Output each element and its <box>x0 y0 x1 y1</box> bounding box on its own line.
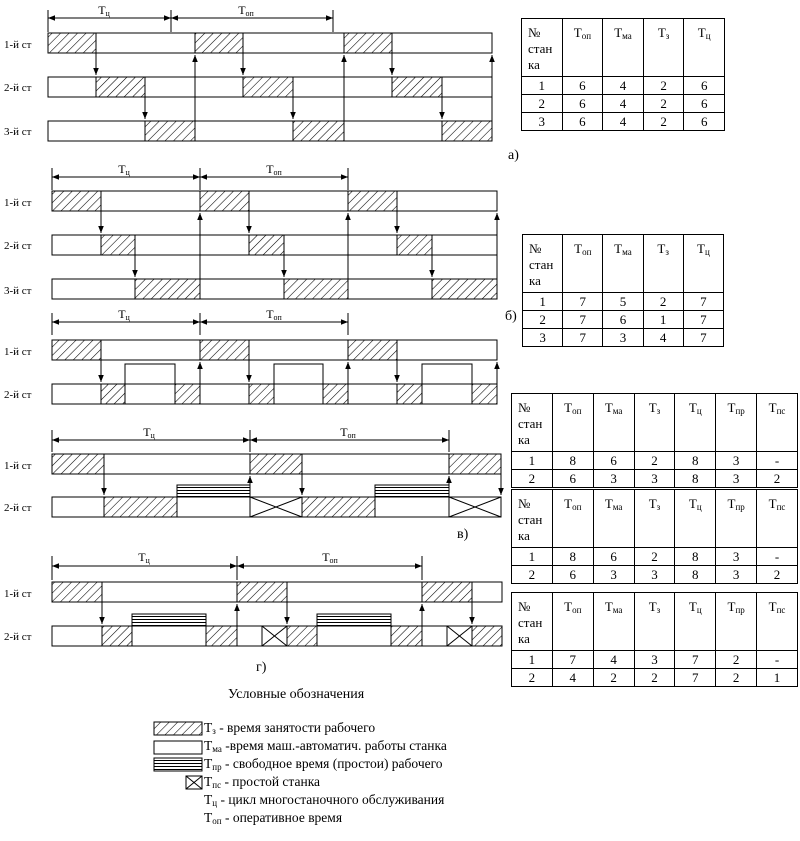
part-label-v: в) <box>457 527 469 542</box>
table-cell: 4 <box>603 113 644 131</box>
table-cell: 3 <box>523 329 563 347</box>
table-cell: 7 <box>683 311 723 329</box>
worker-busy-segment <box>237 582 287 602</box>
machine-row-label: 2-й ст <box>4 240 32 252</box>
legend-symbol: T <box>204 792 213 807</box>
table-header-cell: $T_ц$ <box>675 394 716 452</box>
worker-busy-segment <box>154 722 202 735</box>
legend-subscript: ц <box>212 798 218 808</box>
table-row <box>522 77 725 95</box>
machine-row-label: 3-й ст <box>4 285 32 297</box>
table-header-cell: № стан ка <box>522 19 563 77</box>
table-header-cell: $T_{ма}$ <box>603 19 644 77</box>
table-header-cell: $T_{ма}$ <box>593 593 634 651</box>
diagram-g <box>4 550 502 646</box>
machine-timeline-bar <box>48 121 492 141</box>
table-header-cell: $T_{пс}$ <box>757 490 798 548</box>
legend-text: - простой станка <box>221 774 321 789</box>
machine-row-label: 2-й ст <box>4 82 32 94</box>
table-header-cell: $T_{оп}$ <box>563 235 603 293</box>
worker-busy-segment <box>200 340 249 360</box>
worker-busy-segment <box>250 454 302 474</box>
table-cell: 2 <box>512 470 553 488</box>
table-cell: 7 <box>683 329 723 347</box>
cycle-time-label: Tц <box>143 425 155 440</box>
legend-symbols <box>154 722 202 789</box>
worker-busy-segment <box>52 582 102 602</box>
table-v1 <box>511 393 798 488</box>
worker-busy-segment <box>145 121 195 141</box>
machine-row-label: 1-й ст <box>4 588 32 600</box>
table-cell: 1 <box>512 548 553 566</box>
table-cell: 2 <box>716 669 757 687</box>
worker-busy-segment <box>175 384 200 404</box>
machine-timeline-bar <box>48 33 492 53</box>
table-cell: 8 <box>675 470 716 488</box>
legend-text: -время маш.-автоматич. работы станка <box>221 738 447 753</box>
table-row <box>512 470 798 488</box>
table-header-cell: $T_{оп}$ <box>552 593 593 651</box>
table-cell: 6 <box>593 548 634 566</box>
table-cell: 7 <box>563 293 603 311</box>
table-cell: 1 <box>512 452 553 470</box>
operating-time-label: Tоп <box>340 425 356 440</box>
machine-row-label: 3-й ст <box>4 126 32 138</box>
worker-busy-segment <box>293 121 344 141</box>
machine-timeline-bar <box>52 191 497 211</box>
cycle-time-label: Tц <box>138 550 150 565</box>
table-cell: 2 <box>634 452 675 470</box>
table-cell: 8 <box>675 566 716 584</box>
table-header-cell: $T_{ма}$ <box>603 235 643 293</box>
table-cell: 2 <box>757 566 798 584</box>
legend-title: Условные обозначения <box>228 687 365 702</box>
worker-busy-segment <box>101 235 135 255</box>
table-header-cell: $T_{оп}$ <box>552 490 593 548</box>
table-header-cell: $T_ц$ <box>683 235 723 293</box>
worker-busy-segment <box>96 77 145 97</box>
table-cell: 1 <box>643 311 683 329</box>
table-cell: 4 <box>643 329 683 347</box>
worker-busy-segment <box>52 454 104 474</box>
table-cell: 8 <box>552 452 593 470</box>
legend-text: - оперативное время <box>221 810 343 825</box>
table-row <box>523 293 724 311</box>
table-cell: 1 <box>512 651 553 669</box>
worker-idle-segment <box>154 758 202 771</box>
table-cell: 4 <box>593 651 634 669</box>
table-cell: - <box>757 452 798 470</box>
diagram-b <box>4 162 497 299</box>
table-cell: 7 <box>675 669 716 687</box>
legend-item <box>204 738 447 754</box>
worker-busy-segment <box>101 384 125 404</box>
table-cell: - <box>757 651 798 669</box>
table-cell: 6 <box>603 311 643 329</box>
legend-subscript: пс <box>212 780 222 790</box>
legend-item <box>204 756 443 772</box>
legend-item <box>204 810 342 826</box>
table-cell: 6 <box>684 77 725 95</box>
worker-busy-segment <box>48 33 96 53</box>
machine-auto-segment <box>274 364 323 384</box>
worker-busy-segment <box>348 191 397 211</box>
machine-row-label: 2-й ст <box>4 389 32 401</box>
table-row <box>512 452 798 470</box>
worker-busy-segment <box>52 191 101 211</box>
table-cell: 3 <box>634 651 675 669</box>
worker-busy-segment <box>397 235 432 255</box>
table-cell: 6 <box>552 470 593 488</box>
worker-busy-segment <box>472 626 502 646</box>
table-header-cell: № стан ка <box>512 394 553 452</box>
operating-time-label: Tоп <box>322 550 338 565</box>
table-cell: 6 <box>552 566 593 584</box>
table-header-cell: $T_з$ <box>634 490 675 548</box>
table-row <box>512 669 798 687</box>
table-cell: 2 <box>643 95 684 113</box>
diagram-v2 <box>4 425 501 517</box>
machine-timeline-bar <box>52 279 497 299</box>
table-cell: 4 <box>552 669 593 687</box>
table-cell: 8 <box>675 452 716 470</box>
table-cell: 2 <box>523 311 563 329</box>
table-cell: 3 <box>522 113 563 131</box>
table-cell: 8 <box>552 548 593 566</box>
worker-busy-segment <box>243 77 293 97</box>
worker-busy-segment <box>348 340 397 360</box>
table-cell: 2 <box>716 651 757 669</box>
worker-busy-segment <box>302 497 375 517</box>
table-cell: 3 <box>603 329 643 347</box>
table-cell: 6 <box>562 113 603 131</box>
table-cell: 8 <box>675 548 716 566</box>
table-row <box>512 548 798 566</box>
table-cell: 2 <box>522 95 563 113</box>
worker-busy-segment <box>323 384 348 404</box>
table-g <box>511 592 798 687</box>
part-label-a: а) <box>508 148 519 163</box>
cycle-time-label: Tц <box>98 3 110 18</box>
worker-busy-segment <box>432 279 497 299</box>
table-cell: 7 <box>552 651 593 669</box>
machine-row-label: 1-й ст <box>4 197 32 209</box>
table-cell: 2 <box>643 77 684 95</box>
table-cell: 7 <box>563 329 603 347</box>
machine-row-label: 1-й ст <box>4 346 32 358</box>
table-cell: - <box>757 548 798 566</box>
worker-busy-segment <box>442 121 492 141</box>
table-header-cell: $T_з$ <box>643 235 683 293</box>
table-cell: 1 <box>522 77 563 95</box>
operating-time-label: Tоп <box>266 162 282 177</box>
table-cell: 3 <box>716 566 757 584</box>
table-cell: 2 <box>643 293 683 311</box>
machine-row-label: 2-й ст <box>4 502 32 514</box>
table-b <box>522 234 724 347</box>
machine-row-label: 1-й ст <box>4 39 32 51</box>
worker-busy-segment <box>206 626 237 646</box>
table-cell: 7 <box>563 311 603 329</box>
table-header-cell: $T_{оп}$ <box>552 394 593 452</box>
table-row <box>512 651 798 669</box>
table-header-cell: $T_{ма}$ <box>593 394 634 452</box>
worker-idle-segment <box>375 485 449 497</box>
table-header-cell: № стан ка <box>512 593 553 651</box>
table-header-cell: $T_ц$ <box>675 490 716 548</box>
table-header-cell: $T_з$ <box>643 19 684 77</box>
diagram-a <box>4 3 492 141</box>
table-cell: 3 <box>716 470 757 488</box>
worker-busy-segment <box>284 279 348 299</box>
table-cell: 6 <box>684 95 725 113</box>
diagram-v1 <box>4 307 497 404</box>
legend-symbol: T <box>204 810 213 825</box>
legend-text: - время занятости рабочего <box>215 720 376 735</box>
worker-idle-segment <box>132 614 206 626</box>
worker-busy-segment <box>200 191 249 211</box>
table-cell: 3 <box>593 470 634 488</box>
part-label-g: г) <box>256 660 267 675</box>
worker-busy-segment <box>392 77 442 97</box>
table-header-cell: $T_{пр}$ <box>716 593 757 651</box>
table-cell: 3 <box>716 548 757 566</box>
legend-subscript: пр <box>212 762 222 772</box>
table-header-cell: $T_{пр}$ <box>716 394 757 452</box>
table-v2 <box>511 489 798 584</box>
table-row <box>523 311 724 329</box>
machine-auto-segment <box>154 741 202 754</box>
legend-symbol: T <box>204 774 213 789</box>
table-header-cell: $T_з$ <box>634 394 675 452</box>
table-cell: 4 <box>603 95 644 113</box>
worker-busy-segment <box>422 582 472 602</box>
worker-busy-segment <box>391 626 422 646</box>
worker-busy-segment <box>102 626 132 646</box>
machine-timeline-bar <box>52 340 497 360</box>
table-cell: 7 <box>683 293 723 311</box>
machine-row-label: 1-й ст <box>4 460 32 472</box>
table-row <box>522 113 725 131</box>
legend-symbol: T <box>204 738 213 753</box>
table-cell: 1 <box>523 293 563 311</box>
table-cell: 6 <box>684 113 725 131</box>
legend-item <box>204 792 444 808</box>
worker-busy-segment <box>52 340 101 360</box>
table-cell: 3 <box>716 452 757 470</box>
table-cell: 6 <box>562 95 603 113</box>
table-cell: 2 <box>634 669 675 687</box>
table-cell: 2 <box>643 113 684 131</box>
worker-busy-segment <box>135 279 200 299</box>
table-cell: 2 <box>757 470 798 488</box>
machine-auto-segment <box>125 364 175 384</box>
table-cell: 7 <box>675 651 716 669</box>
machine-row-label: 2-й ст <box>4 631 32 643</box>
table-row <box>523 329 724 347</box>
table-cell: 2 <box>512 669 553 687</box>
legend-subscript: з <box>212 726 216 736</box>
table-row <box>512 566 798 584</box>
worker-busy-segment <box>287 626 317 646</box>
table-header-cell: $T_{оп}$ <box>562 19 603 77</box>
worker-idle-segment <box>317 614 391 626</box>
worker-busy-segment <box>249 384 274 404</box>
table-header-cell: $T_з$ <box>634 593 675 651</box>
table-cell: 2 <box>634 548 675 566</box>
worker-busy-segment <box>104 497 177 517</box>
table-cell: 6 <box>562 77 603 95</box>
worker-busy-segment <box>449 454 501 474</box>
table-cell: 3 <box>593 566 634 584</box>
worker-busy-segment <box>472 384 497 404</box>
machine-auto-segment <box>422 364 472 384</box>
table-cell: 3 <box>634 470 675 488</box>
legend-item <box>204 774 320 790</box>
worker-busy-segment <box>344 33 392 53</box>
cycle-time-label: Tц <box>118 162 130 177</box>
table-cell: 5 <box>603 293 643 311</box>
legend-symbol: T <box>204 720 213 735</box>
table-header-cell: $T_ц$ <box>684 19 725 77</box>
table-header-cell: $T_{ма}$ <box>593 490 634 548</box>
table-cell: 3 <box>634 566 675 584</box>
table-cell: 2 <box>593 669 634 687</box>
worker-busy-segment <box>249 235 284 255</box>
worker-busy-segment <box>195 33 243 53</box>
table-header-cell: $T_{пс}$ <box>757 394 798 452</box>
table-header-cell: № стан ка <box>523 235 563 293</box>
table-row <box>522 95 725 113</box>
legend-text: - цикл многостаночного обслуживания <box>217 792 445 807</box>
part-label-b: б) <box>505 309 517 324</box>
table-header-cell: $T_{пс}$ <box>757 593 798 651</box>
legend-item <box>204 720 375 736</box>
table-cell: 1 <box>757 669 798 687</box>
table-header-cell: № стан ка <box>512 490 553 548</box>
table-cell: 2 <box>512 566 553 584</box>
table-a <box>521 18 725 131</box>
operating-time-label: Tоп <box>238 3 254 18</box>
table-cell: 6 <box>593 452 634 470</box>
table-cell: 4 <box>603 77 644 95</box>
legend-subscript: оп <box>212 816 222 826</box>
worker-idle-segment <box>177 485 250 497</box>
legend-subscript: ма <box>212 744 222 754</box>
legend-text: - свободное время (простои) рабочего <box>221 756 443 771</box>
table-header-cell: $T_ц$ <box>675 593 716 651</box>
table-header-cell: $T_{пр}$ <box>716 490 757 548</box>
legend-symbol: T <box>204 756 213 771</box>
operating-time-label: Tоп <box>266 307 282 322</box>
cycle-time-label: Tц <box>118 307 130 322</box>
worker-busy-segment <box>397 384 422 404</box>
